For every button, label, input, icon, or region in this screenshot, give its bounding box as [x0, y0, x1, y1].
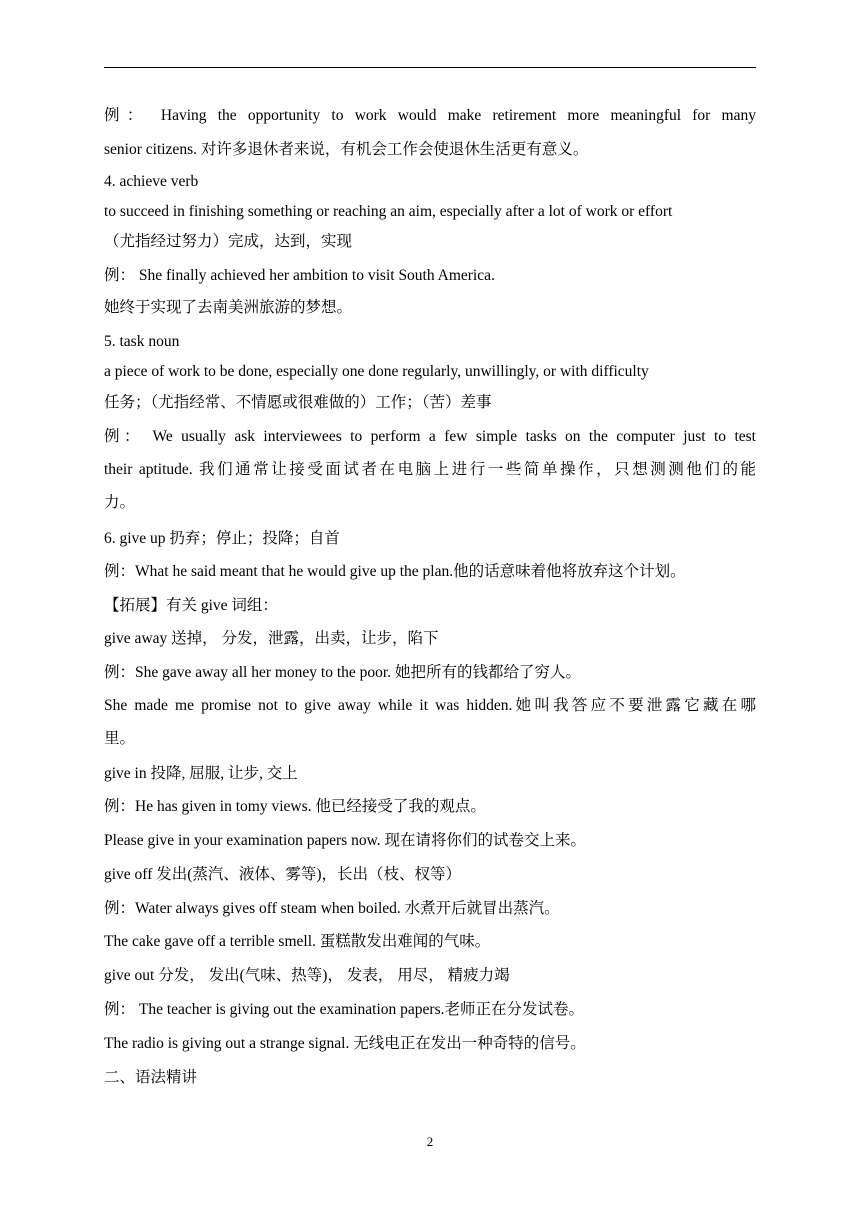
- text-line: 例： Having the opportunity to work would make retirement more meaningful for many: [104, 107, 756, 124]
- text-line: 例：He has given in tomy views. 他已经接受了我的观点。: [104, 798, 486, 815]
- text-line: senior citizens. 对许多退休者来说，有机会工作会使退休生活更有意义。: [104, 141, 589, 158]
- text-line: 例： She finally achieved her ambition to visit South America.: [104, 267, 495, 284]
- text-line: give away 送掉， 分发，泄露，出卖，让步，陷下: [104, 630, 439, 647]
- header-rule: [104, 67, 756, 68]
- text-line: 例： We usually ask interviewees to perform a few simple tasks on the computer just to test: [104, 428, 756, 445]
- text-line: 4. achieve verb: [104, 173, 199, 190]
- text-line: 【拓展】有关 give 词组：: [104, 597, 278, 614]
- text-line: a piece of work to be done, especially one done regularly, unwillingly, or with difficulty: [104, 363, 649, 380]
- text-line: give off 发出(蒸汽、液体、雾等)，长出（枝、杈等）: [104, 866, 462, 883]
- text-line: 例：What he said meant that he would give up the plan.他的话意味着他将放弃这个计划。: [104, 563, 686, 580]
- text-line: their aptitude. 我们通常让接受面试者在电脑上进行一些简单操作，只想测测他们的能: [104, 461, 756, 478]
- text-line: 例：She gave away all her money to the poor. 她把所有的钱都给了穷人。: [104, 664, 581, 681]
- text-line: （尤指经过努力）完成，达到，实现: [104, 233, 353, 250]
- text-line: 例：Water always gives off steam when boiled. 水煮开后就冒出蒸汽。: [104, 900, 560, 917]
- text-line: 6. give up 扔弃；停止；投降；自首: [104, 530, 340, 547]
- text-line: 力。: [104, 494, 136, 511]
- text-line: 任务；（尤指经常、不情愿或很难做的）工作；（苦）差事: [104, 394, 492, 411]
- text-line: The radio is giving out a strange signal. 无线电正在发出一种奇特的信号。: [104, 1035, 586, 1052]
- text-line: give out 分发， 发出(气味、热等)， 发表， 用尽， 精疲力竭: [104, 967, 510, 984]
- text-line: to succeed in finishing something or reaching an aim, especially after a lot of work or effort: [104, 203, 673, 220]
- text-line: She made me promise not to give away while it was hidden.她叫我答应不要泄露它藏在哪: [104, 697, 756, 714]
- page-number: 2: [426, 1134, 434, 1149]
- text-line: 她终于实现了去南美洲旅游的梦想。: [104, 299, 353, 316]
- text-line: 5. task noun: [104, 333, 180, 350]
- text-line: The cake gave off a terrible smell. 蛋糕散发出难闻的气味。: [104, 933, 491, 950]
- text-line: 二、语法精讲: [104, 1069, 198, 1086]
- text-line: 里。: [104, 730, 136, 747]
- text-line: give in 投降, 屈服, 让步, 交上: [104, 765, 298, 782]
- text-line: Please give in your examination papers now. 现在请将你们的试卷交上来。: [104, 832, 587, 849]
- text-line: 例： The teacher is giving out the examination papers.老师正在分发试卷。: [104, 1001, 584, 1018]
